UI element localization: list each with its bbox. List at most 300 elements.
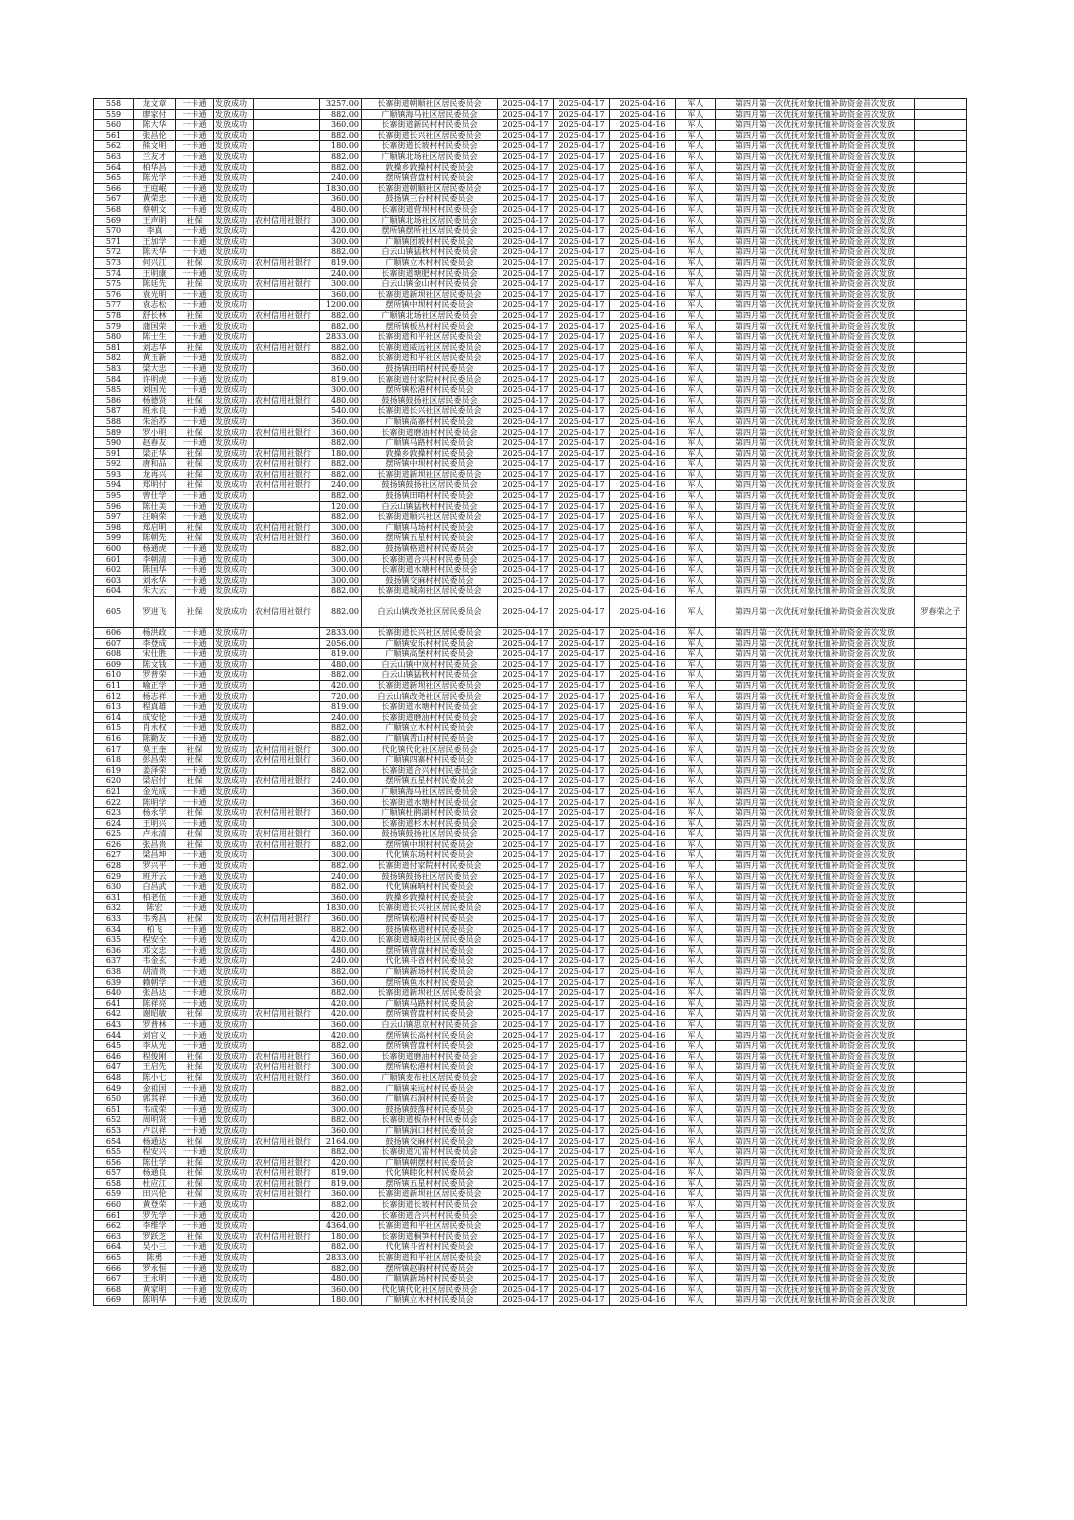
cell-name: 何兴江 [134,257,176,268]
cell-identity: 军人 [676,1295,716,1306]
cell-pay-date: 2025-04-16 [610,712,676,723]
cell-pay-date: 2025-04-16 [610,543,676,554]
cell-community: 摆所镇中坝村村民委员会 [362,459,498,470]
cell-identity: 军人 [676,289,716,300]
cell-amount: 540.00 [320,406,362,417]
cell-method: 一卡通 [176,1147,214,1158]
cell-pay-date: 2025-04-16 [610,977,676,988]
cell-pay-date: 2025-04-16 [610,469,676,480]
cell-bank [254,353,320,364]
cell-pay-date: 2025-04-16 [610,945,676,956]
cell-index: 581 [94,342,134,353]
cell-project: 第四月第一次优抚对象抚恤补助资金首次发放 [716,533,915,544]
cell-community: 长寨街道合兴村村民委员会 [362,765,498,776]
table-row [94,808,967,819]
cell-method: 社保 [176,839,214,850]
cell-note [915,247,967,258]
cell-name: 金祖国 [134,1083,176,1094]
cell-bank [254,850,320,861]
cell-review-date: 2025-04-17 [554,1147,610,1158]
cell-apply-date: 2025-04-17 [498,310,554,321]
cell-review-date: 2025-04-17 [554,1252,610,1263]
cell-community: 广顺镇来远村村民委员会 [362,1083,498,1094]
cell-bank: 农村信用社银行 [254,342,320,353]
cell-index: 620 [94,776,134,787]
cell-project: 第四月第一次优抚对象抚恤补助资金首次发放 [716,871,915,882]
cell-method: 一卡通 [176,702,214,713]
cell-identity: 军人 [676,1094,716,1105]
cell-amount: 882.00 [320,586,362,597]
cell-community: 摆所镇摆所社区居民委员会 [362,226,498,237]
cell-identity: 军人 [676,945,716,956]
cell-status: 发放成功 [214,913,254,924]
cell-pay-date: 2025-04-16 [610,1221,676,1232]
cell-identity: 军人 [676,427,716,438]
cell-name: 罗普林 [134,1019,176,1030]
cell-identity: 军人 [676,755,716,766]
cell-bank [254,385,320,396]
cell-identity: 军人 [676,1030,716,1041]
cell-method: 一卡通 [176,385,214,396]
table-row [94,977,967,988]
cell-name: 陈光学 [134,173,176,184]
cell-status: 发放成功 [214,1221,254,1232]
cell-method: 一卡通 [176,141,214,152]
cell-index: 593 [94,469,134,480]
cell-method: 一卡通 [176,924,214,935]
table-row [94,130,967,141]
cell-community: 长寨街道顺兴社区居民委员会 [362,512,498,523]
table-row [94,1104,967,1115]
cell-name: 郑启明 [134,522,176,533]
cell-method: 一卡通 [176,575,214,586]
cell-amount: 882.00 [320,321,362,332]
cell-community: 鼓扬镇田哨村村民委员会 [362,363,498,374]
cell-pay-date: 2025-04-16 [610,162,676,173]
cell-status: 发放成功 [214,935,254,946]
cell-project: 第四月第一次优抚对象抚恤补助资金首次发放 [716,945,915,956]
cell-community: 鼓扬镇田哨村村民委员会 [362,490,498,501]
cell-identity: 军人 [676,1242,716,1253]
cell-name: 王加学 [134,236,176,247]
cell-identity: 军人 [676,406,716,417]
cell-identity: 军人 [676,565,716,576]
cell-amount: 300.00 [320,1104,362,1115]
cell-project: 第四月第一次优抚对象抚恤补助资金首次发放 [716,702,915,713]
cell-community: 长寨街道和平社区居民委员会 [362,1252,498,1263]
cell-pay-date: 2025-04-16 [610,310,676,321]
cell-method: 一卡通 [176,247,214,258]
cell-amount: 2833.00 [320,627,362,638]
cell-note [915,755,967,766]
cell-bank: 农村信用社银行 [254,427,320,438]
table-row [94,913,967,924]
table-row [94,1136,967,1147]
cell-community: 广顺镇立木村村民委员会 [362,257,498,268]
cell-pay-date: 2025-04-16 [610,935,676,946]
cell-note [915,173,967,184]
cell-index: 595 [94,490,134,501]
cell-bank [254,882,320,893]
cell-community: 广顺镇北场社区居民委员会 [362,151,498,162]
cell-review-date: 2025-04-17 [554,469,610,480]
cell-status: 发放成功 [214,691,254,702]
cell-name: 王明兴 [134,818,176,829]
table-row [94,924,967,935]
cell-bank [254,733,320,744]
cell-note [915,374,967,385]
cell-method: 社保 [176,1168,214,1179]
cell-status: 发放成功 [214,173,254,184]
cell-identity: 军人 [676,723,716,734]
cell-project: 第四月第一次优抚对象抚恤补助资金首次发放 [716,839,915,850]
cell-review-date: 2025-04-17 [554,882,610,893]
cell-apply-date: 2025-04-17 [498,226,554,237]
cell-identity: 军人 [676,988,716,999]
cell-community: 摆所镇鱼水村村民委员会 [362,977,498,988]
cell-index: 613 [94,702,134,713]
cell-note [915,1221,967,1232]
cell-note [915,1189,967,1200]
cell-method: 一卡通 [176,1221,214,1232]
cell-method: 一卡通 [176,871,214,882]
cell-pay-date: 2025-04-16 [610,1104,676,1115]
cell-apply-date: 2025-04-17 [498,173,554,184]
cell-note [915,882,967,893]
table-row [94,321,967,332]
cell-name: 白昌武 [134,882,176,893]
cell-amount: 300.00 [320,1062,362,1073]
cell-amount: 240.00 [320,480,362,491]
cell-pay-date: 2025-04-16 [610,1041,676,1052]
table-row [94,744,967,755]
cell-status: 发放成功 [214,554,254,565]
cell-review-date: 2025-04-17 [554,702,610,713]
cell-name: 朱治苏 [134,416,176,427]
cell-identity: 军人 [676,1252,716,1263]
cell-note [915,151,967,162]
table-row [94,1274,967,1285]
cell-index: 648 [94,1072,134,1083]
cell-bank [254,1147,320,1158]
cell-status: 发放成功 [214,395,254,406]
cell-method: 一卡通 [176,892,214,903]
table-row [94,204,967,215]
cell-bank [254,151,320,162]
table-row [94,1263,967,1274]
cell-bank [254,141,320,152]
cell-method: 社保 [176,1062,214,1073]
cell-review-date: 2025-04-17 [554,680,610,691]
table-row [94,226,967,237]
cell-identity: 军人 [676,533,716,544]
cell-name: 王明康 [134,268,176,279]
cell-pay-date: 2025-04-16 [610,1168,676,1179]
cell-method: 社保 [176,395,214,406]
cell-note [915,459,967,470]
cell-amount: 360.00 [320,194,362,205]
cell-review-date: 2025-04-17 [554,723,610,734]
cell-index: 597 [94,512,134,523]
cell-bank [254,268,320,279]
cell-status: 发放成功 [214,279,254,290]
cell-identity: 军人 [676,765,716,776]
cell-review-date: 2025-04-17 [554,776,610,787]
cell-status: 发放成功 [214,501,254,512]
cell-pay-date: 2025-04-16 [610,342,676,353]
table-row [94,945,967,956]
cell-project: 第四月第一次优抚对象抚恤补助资金首次发放 [716,680,915,691]
cell-community: 长寨街道朝顺社区居民委员会 [362,99,498,110]
cell-amount: 882.00 [320,459,362,470]
cell-identity: 军人 [676,839,716,850]
cell-bank [254,1295,320,1306]
cell-pay-date: 2025-04-16 [610,99,676,110]
cell-bank [254,99,320,110]
cell-review-date: 2025-04-17 [554,586,610,597]
cell-name: 班永良 [134,406,176,417]
cell-community: 长寨街道塘肥村村民委员会 [362,268,498,279]
cell-bank: 农村信用社银行 [254,1157,320,1168]
cell-index: 573 [94,257,134,268]
cell-identity: 军人 [676,120,716,131]
cell-apply-date: 2025-04-17 [498,935,554,946]
table-row [94,247,967,258]
cell-pay-date: 2025-04-16 [610,903,676,914]
cell-identity: 军人 [676,480,716,491]
table-row [94,109,967,120]
cell-bank: 农村信用社银行 [254,279,320,290]
cell-project: 第四月第一次优抚对象抚恤补助资金首次发放 [716,829,915,840]
cell-community: 鼓扬镇鼓扬社区居民委员会 [362,480,498,491]
cell-index: 580 [94,332,134,343]
cell-review-date: 2025-04-17 [554,998,610,1009]
cell-project: 第四月第一次优抚对象抚恤补助资金首次发放 [716,670,915,681]
cell-index: 562 [94,141,134,152]
cell-status: 发放成功 [214,586,254,597]
cell-review-date: 2025-04-17 [554,733,610,744]
cell-amount: 240.00 [320,776,362,787]
cell-project: 第四月第一次优抚对象抚恤补助资金首次发放 [716,554,915,565]
cell-community: 广顺镇北场社区居民委员会 [362,310,498,321]
cell-bank: 农村信用社银行 [254,1168,320,1179]
cell-index: 635 [94,935,134,946]
cell-note [915,332,967,343]
cell-bank [254,797,320,808]
cell-apply-date: 2025-04-17 [498,892,554,903]
cell-review-date: 2025-04-17 [554,839,610,850]
cell-apply-date: 2025-04-17 [498,490,554,501]
cell-name: 李真 [134,226,176,237]
cell-note [915,723,967,734]
cell-amount: 1830.00 [320,903,362,914]
cell-community: 长寨街道合兴村村民委员会 [362,554,498,565]
cell-status: 发放成功 [214,448,254,459]
cell-amount: 300.00 [320,575,362,586]
cell-status: 发放成功 [214,469,254,480]
cell-bank [254,1125,320,1136]
cell-apply-date: 2025-04-17 [498,99,554,110]
cell-review-date: 2025-04-17 [554,850,610,861]
cell-name: 罗永恒 [134,1263,176,1274]
table-row [94,1083,967,1094]
cell-identity: 军人 [676,956,716,967]
cell-index: 603 [94,575,134,586]
cell-bank [254,374,320,385]
cell-project: 第四月第一次优抚对象抚恤补助资金首次发放 [716,448,915,459]
cell-status: 发放成功 [214,522,254,533]
cell-note [915,1263,967,1274]
cell-bank: 农村信用社银行 [254,469,320,480]
cell-status: 发放成功 [214,892,254,903]
cell-note [915,554,967,565]
cell-community: 广顺镇海马社区居民委员会 [362,786,498,797]
cell-community: 敦操乡敦操村村民委员会 [362,162,498,173]
cell-amount: 882.00 [320,438,362,449]
cell-status: 发放成功 [214,543,254,554]
cell-note [915,226,967,237]
cell-community: 敦操乡敦操村村民委员会 [362,448,498,459]
cell-index: 561 [94,130,134,141]
cell-apply-date: 2025-04-17 [498,839,554,850]
cell-status: 发放成功 [214,512,254,523]
cell-status: 发放成功 [214,808,254,819]
cell-note [915,342,967,353]
table-row [94,988,967,999]
cell-amount: 240.00 [320,871,362,882]
cell-status: 发放成功 [214,1178,254,1189]
cell-note [915,1072,967,1083]
cell-amount: 420.00 [320,680,362,691]
cell-pay-date: 2025-04-16 [610,490,676,501]
cell-name: 陈仕美 [134,501,176,512]
cell-apply-date: 2025-04-17 [498,1115,554,1126]
cell-identity: 军人 [676,1051,716,1062]
cell-project: 第四月第一次优抚对象抚恤补助资金首次发放 [716,1252,915,1263]
cell-bank: 农村信用社银行 [254,913,320,924]
cell-method: 一卡通 [176,268,214,279]
cell-identity: 军人 [676,935,716,946]
cell-name: 杨永学 [134,808,176,819]
table-row [94,543,967,554]
cell-review-date: 2025-04-17 [554,659,610,670]
table-row [94,1168,967,1179]
cell-index: 615 [94,723,134,734]
table-row [94,480,967,491]
cell-amount: 882.00 [320,342,362,353]
cell-bank [254,1199,320,1210]
cell-identity: 军人 [676,332,716,343]
cell-index: 608 [94,649,134,660]
cell-identity: 军人 [676,310,716,321]
cell-index: 642 [94,1009,134,1020]
cell-community: 摆所镇赵驹村村民委员会 [362,1263,498,1274]
cell-method: 社保 [176,1136,214,1147]
cell-method: 社保 [176,215,214,226]
cell-name: 彭昌荣 [134,755,176,766]
cell-review-date: 2025-04-17 [554,956,610,967]
cell-index: 666 [94,1263,134,1274]
cell-apply-date: 2025-04-17 [498,130,554,141]
cell-index: 606 [94,627,134,638]
cell-amount: 882.00 [320,723,362,734]
cell-bank: 农村信用社银行 [254,448,320,459]
cell-method: 社保 [176,459,214,470]
cell-project: 第四月第一次优抚对象抚恤补助资金首次发放 [716,966,915,977]
cell-apply-date: 2025-04-17 [498,194,554,205]
cell-status: 发放成功 [214,141,254,152]
cell-name: 胡清贵 [134,966,176,977]
cell-name: 梁昌坤 [134,850,176,861]
cell-name: 黄荣忠 [134,194,176,205]
cell-method: 一卡通 [176,173,214,184]
cell-community: 广顺镇石洞村村民委员会 [362,1094,498,1105]
cell-amount: 240.00 [320,712,362,723]
cell-amount: 882.00 [320,469,362,480]
cell-note [915,638,967,649]
cell-index: 616 [94,733,134,744]
cell-note [915,543,967,554]
table-row [94,99,967,110]
cell-amount: 819.00 [320,257,362,268]
cell-bank [254,903,320,914]
cell-note [915,215,967,226]
cell-review-date: 2025-04-17 [554,649,610,660]
cell-apply-date: 2025-04-17 [498,586,554,597]
cell-apply-date: 2025-04-17 [498,1072,554,1083]
cell-pay-date: 2025-04-16 [610,459,676,470]
cell-review-date: 2025-04-17 [554,353,610,364]
cell-status: 发放成功 [214,374,254,385]
cell-community: 长寨街道桐笋村村民委员会 [362,1231,498,1242]
cell-bank [254,289,320,300]
cell-index: 598 [94,522,134,533]
cell-method: 社保 [176,755,214,766]
table-row [94,723,967,734]
cell-pay-date: 2025-04-16 [610,257,676,268]
cell-status: 发放成功 [214,988,254,999]
cell-community: 代化镇睦化村村民委员会 [362,1168,498,1179]
cell-status: 发放成功 [214,490,254,501]
table-row [94,680,967,691]
cell-community: 广顺镇团坡村村民委员会 [362,236,498,247]
cell-method: 社保 [176,257,214,268]
cell-note [915,1083,967,1094]
cell-identity: 军人 [676,733,716,744]
cell-bank: 农村信用社银行 [254,1072,320,1083]
cell-pay-date: 2025-04-16 [610,130,676,141]
cell-apply-date: 2025-04-17 [498,797,554,808]
cell-bank [254,818,320,829]
cell-review-date: 2025-04-17 [554,1199,610,1210]
cell-apply-date: 2025-04-17 [498,279,554,290]
cell-index: 632 [94,903,134,914]
cell-method: 一卡通 [176,226,214,237]
cell-apply-date: 2025-04-17 [498,638,554,649]
cell-community: 摆所镇松港村村民委员会 [362,385,498,396]
cell-index: 600 [94,543,134,554]
cell-method: 一卡通 [176,204,214,215]
cell-amount: 300.00 [320,522,362,533]
cell-bank [254,956,320,967]
cell-bank: 农村信用社银行 [254,1062,320,1073]
cell-project: 第四月第一次优抚对象抚恤补助资金首次发放 [716,289,915,300]
cell-index: 589 [94,427,134,438]
cell-project: 第四月第一次优抚对象抚恤补助资金首次发放 [716,892,915,903]
cell-bank [254,438,320,449]
cell-bank [254,1242,320,1253]
cell-amount: 1200.00 [320,300,362,311]
